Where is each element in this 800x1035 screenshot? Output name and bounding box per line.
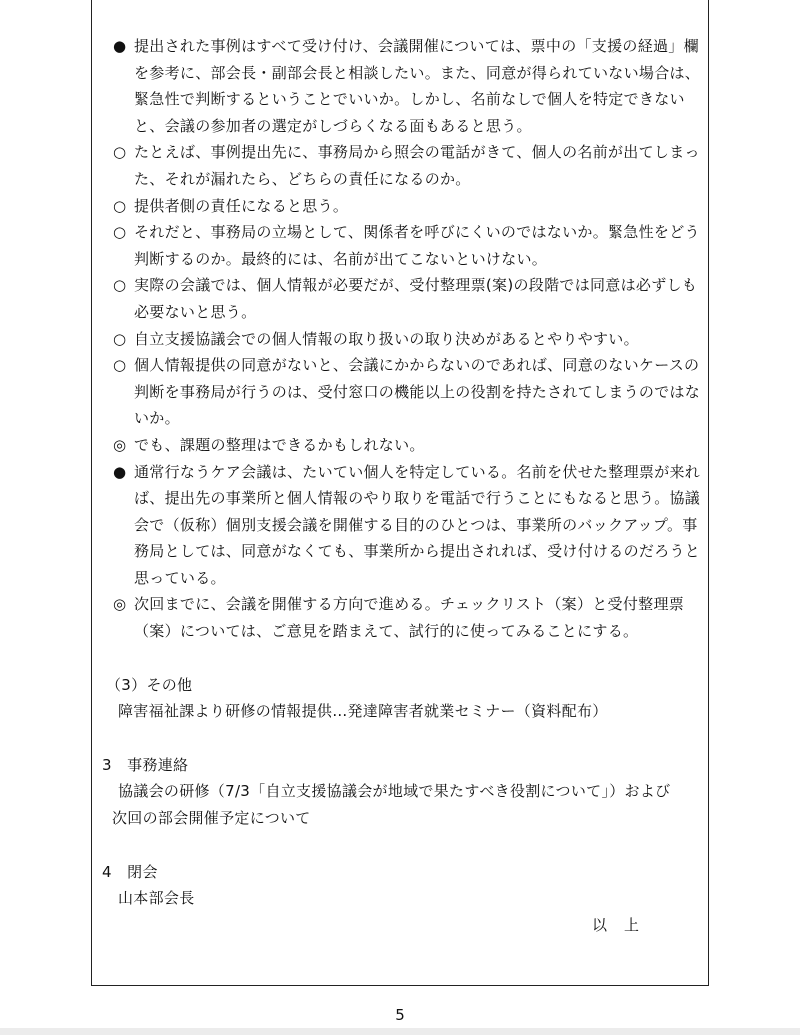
page-bottom-edge xyxy=(0,1028,800,1035)
discussion-item xyxy=(92,139,708,192)
discussion-text: 提出された事例はすべて受け付け、会議開催については、票中の「支援の経過」欄を参考に、部会長・副部会長と相談したい。また、同意が得られていない場合は、緊急性で判断するということでいいか。しかし、名前なしで個人を特定できないと、会議の参加者の選定がしづらくなる面もあると思う。 xyxy=(134,37,701,135)
notices-line-2: 次回の部会開催予定について xyxy=(112,809,311,828)
closing-body: 山本部会長 xyxy=(118,889,195,908)
discussion-text: たとえば、事例提出先に、事務局から照会の電話がきて、個人の名前が出てしまった、それが漏れたら、どちらの責任になるのか。 xyxy=(134,143,700,188)
discussion-item xyxy=(92,459,708,592)
discussion-text: 次回までに、会議を開催する方向で進める。チェックリスト（案）と受付整理票（案）については、ご意見を踏まえて、試行的に使ってみることにする。 xyxy=(134,595,685,641)
discussion-item xyxy=(92,193,708,220)
discussion-item xyxy=(92,591,708,644)
section-heading-other: （3）その他 xyxy=(106,675,193,694)
bullet-double-circle: ◎ xyxy=(113,595,127,614)
discussion-item xyxy=(92,352,708,432)
other-body: 障害福祉課より研修の情報提供…発達障害者就業セミナー（資料配布） xyxy=(118,702,608,721)
discussion-text: 個人情報提供の同意がないと、会議にかからないのであれば、同意のないケースの判断を事務局が行うのは、受付窓口の機能以上の役割を持たされてしまうのではないか。 xyxy=(134,356,701,428)
bullet-filled-circle: ● xyxy=(113,37,127,55)
page-number: 5 xyxy=(395,1006,405,1024)
bullet-open-circle: ○ xyxy=(113,143,127,162)
document-content xyxy=(92,33,708,938)
discussion-item xyxy=(92,219,708,272)
closing-end-mark: 以 上 xyxy=(592,915,641,934)
section-heading-notices: 3 事務連絡 xyxy=(102,755,189,774)
bullet-double-circle: ◎ xyxy=(113,435,127,454)
discussion-text: 提供者側の責任になると思う。 xyxy=(134,196,349,215)
section-heading-closing: 4 閉会 xyxy=(102,862,158,881)
discussion-text: 自立支援協議会での個人情報の取り扱いの取り決めがあるとやりやすい。 xyxy=(134,329,639,348)
bullet-open-circle: ○ xyxy=(113,329,127,348)
bullet-open-circle: ○ xyxy=(113,276,127,295)
bullet-open-circle: ○ xyxy=(113,196,127,215)
bullet-open-circle: ○ xyxy=(113,356,127,375)
bullet-filled-circle: ● xyxy=(113,462,127,481)
discussion-item xyxy=(92,326,708,353)
discussion-item xyxy=(92,432,708,459)
discussion-text: それだと、事務局の立場として、関係者を呼びにくいのではないか。緊急性をどう判断するのか。最終的には、名前が出てこないといけない。 xyxy=(134,223,700,268)
discussion-text: 通常行なうケア会議は、たいてい個人を特定している。名前を伏せた整理票が来れば、提出先の事業所と個人情報のやり取りを電話で行うことにもなると思う。協議会で（仮称）個別支援会議を開催する目的のひとつは、事業所のバックアップ。事務局としては、同意がなくても、事業所から提出されれば、受け付けるのだろうと思っている。 xyxy=(134,462,701,587)
discussion-item xyxy=(92,33,708,139)
discussion-text: でも、課題の整理はできるかもしれない。 xyxy=(134,435,425,454)
discussion-item xyxy=(92,272,708,325)
bullet-open-circle: ○ xyxy=(113,223,127,242)
discussion-text: 実際の会議では、個人情報が必要だが、受付整理票(案)の段階では同意は必ずしも必要ないと思う。 xyxy=(134,276,698,321)
notices-line-1: 協議会の研修（7/3「自立支援協議会が地域で果たすべき役割について」）および xyxy=(118,782,671,801)
document-frame xyxy=(91,0,709,986)
